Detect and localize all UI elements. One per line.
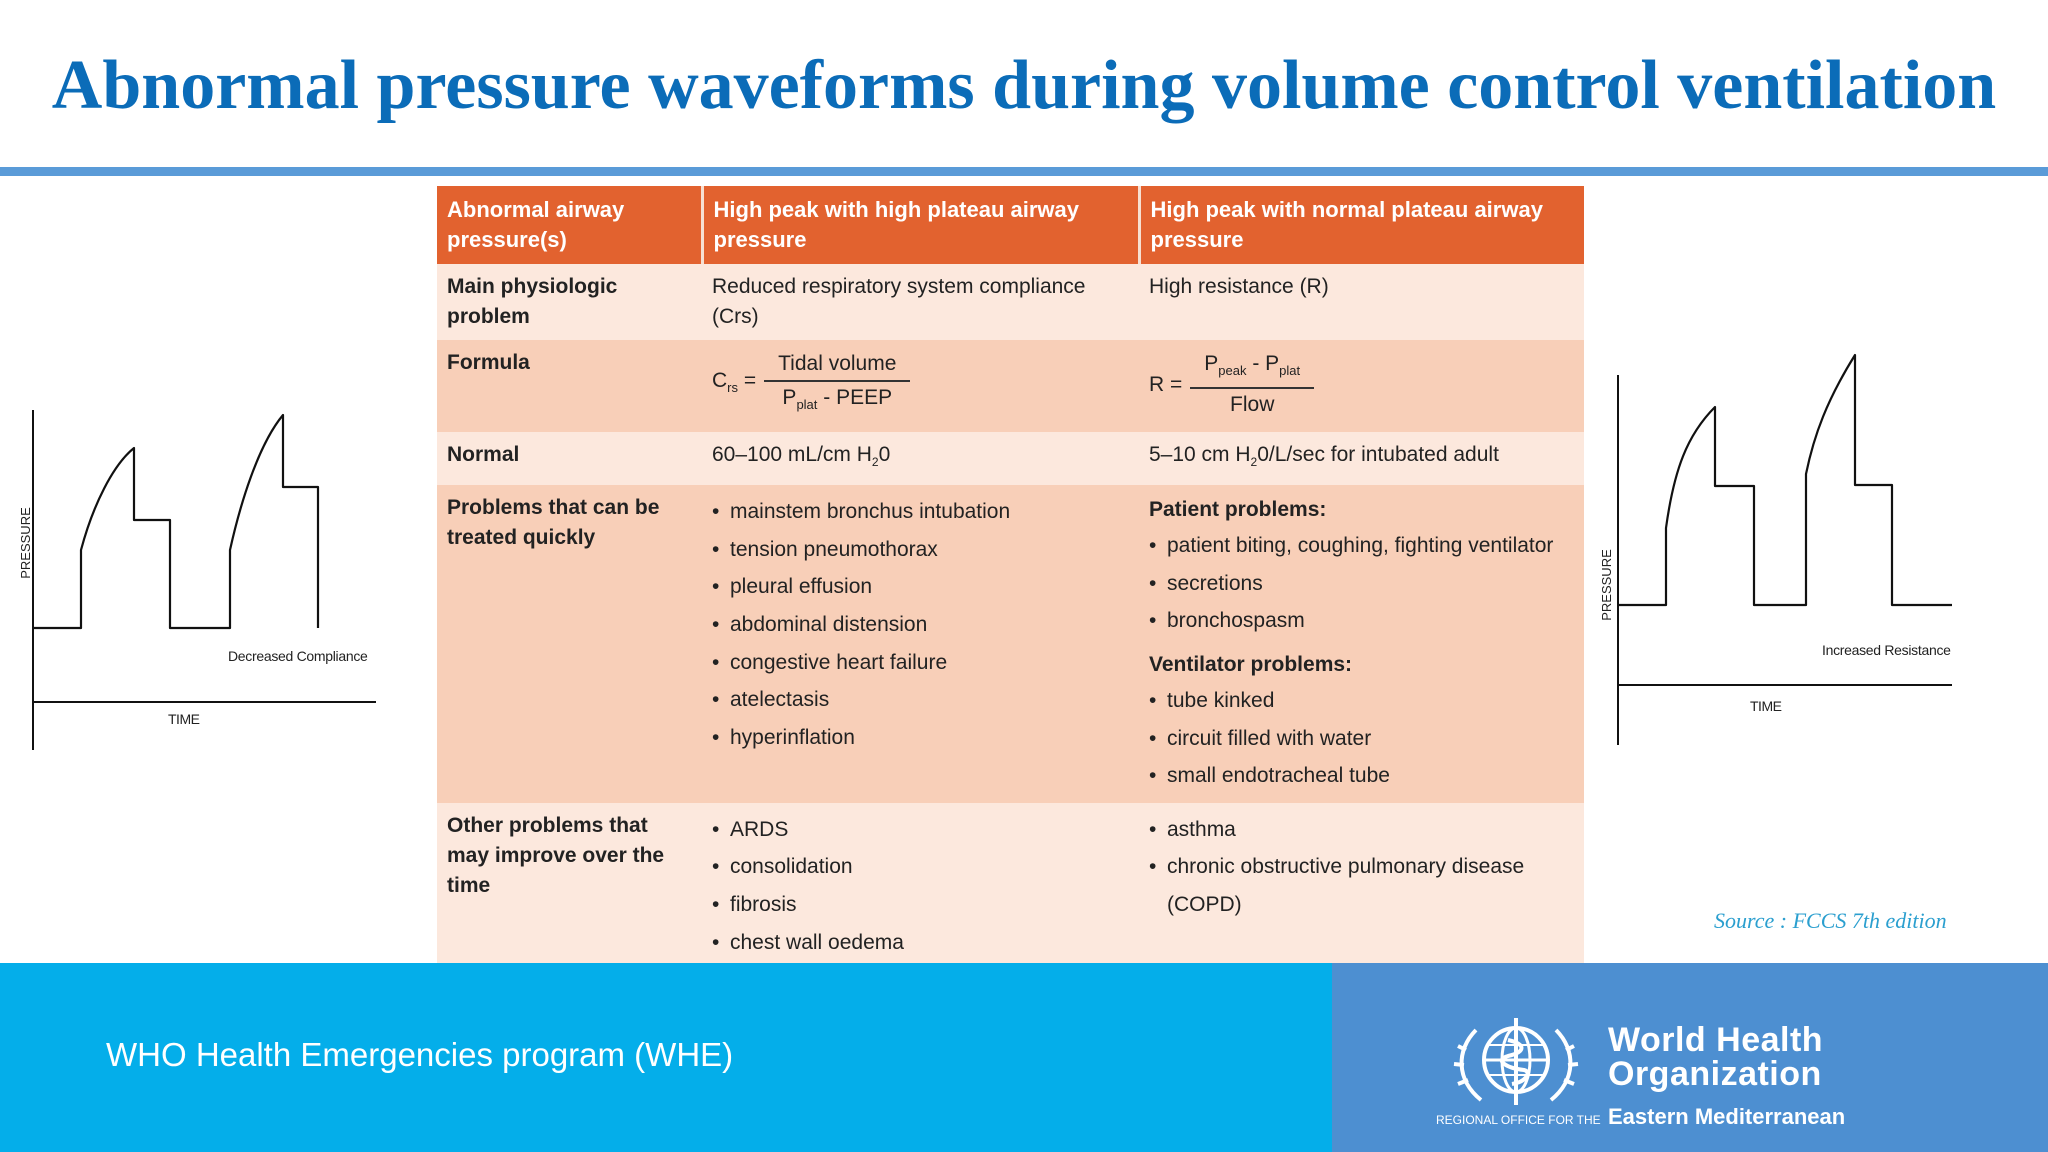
formula-symbol: C (712, 369, 728, 392)
cell-compliance-treatable (702, 485, 1139, 803)
formula-denominator-symbol: P (782, 386, 797, 409)
header-high-plateau: High peak with high plateau airway pressure (702, 186, 1139, 264)
program-name: WHO Health Emergencies program (WHE) (106, 1036, 734, 1073)
formula-numerator-symbol: P (1204, 352, 1219, 375)
list-item: • small endotracheal tube (1149, 757, 1574, 795)
header-abnormal-pressure: Abnormal airway pressure(s) (437, 186, 702, 264)
y-axis-label: PRESSURE (18, 507, 33, 579)
header-normal-plateau: High peak with normal plateau airway pressure (1139, 186, 1584, 264)
list-item: • consolidation (712, 848, 1129, 886)
treatable-compliance-list (712, 493, 1129, 756)
who-name-line-2: Organization (1608, 1055, 1822, 1093)
formula-subscript: rs (727, 380, 739, 396)
list-item: • pleural effusion (712, 568, 1129, 606)
table-row (437, 264, 1584, 340)
cell-compliance-formula (702, 340, 1139, 432)
row-label-other: Other problems that may improve over the time (437, 803, 702, 1007)
list-item: • bronchospasm (1149, 602, 1574, 640)
formula-subscript: plat (796, 397, 818, 413)
x-axis-label: TIME (1750, 698, 1782, 714)
list-item: • hyperinflation (712, 719, 1129, 757)
cell-compliance-problem: Reduced respiratory system compliance (Crs) (702, 264, 1139, 340)
normal-value-text: 5–10 cm H (1149, 443, 1251, 466)
row-label-treatable: Problems that can be treated quickly (437, 485, 702, 803)
row-label-normal: Normal (437, 432, 702, 485)
cell-resistance-treatable (1139, 485, 1584, 803)
regional-office-prefix: REGIONAL OFFICE FOR THE (1436, 1113, 1601, 1127)
list-item: • tension pneumothorax (712, 531, 1129, 569)
formula-subscript: peak (1218, 363, 1247, 379)
increased-resistance-waveform (1592, 350, 1962, 750)
title-divider (0, 167, 2048, 176)
formula-numerator (1190, 348, 1314, 387)
ventilator-problems-heading: Ventilator problems: (1149, 652, 1353, 676)
source-citation: Source : FCCS 7th edition (1714, 908, 1947, 933)
table-header-row (437, 186, 1584, 264)
decreased-compliance-graph (8, 405, 390, 757)
list-item: • congestive heart failure (712, 644, 1129, 682)
table-row (437, 432, 1584, 485)
patient-problems-list (1149, 527, 1574, 640)
cell-resistance-formula (1139, 340, 1584, 432)
formula-denominator (768, 382, 906, 421)
list-item: • secretions (1149, 565, 1574, 603)
list-item: • circuit filled with water (1149, 720, 1574, 758)
formula-denominator: Flow (1230, 393, 1275, 417)
patient-problems-heading: Patient problems: (1149, 498, 1327, 522)
graph-caption: Decreased Compliance (228, 648, 368, 664)
resistance-formula (1149, 348, 1574, 421)
pressure-comparison-table (437, 186, 1584, 1007)
who-emblem-icon (1436, 1010, 1596, 1110)
formula-equals: = (743, 369, 757, 392)
other-resistance-list (1149, 811, 1574, 924)
cell-resistance-problem: High resistance (R) (1139, 264, 1584, 340)
table-row (437, 340, 1584, 432)
compliance-formula (712, 348, 1129, 421)
list-item: • patient biting, coughing, fighting ventilator (1149, 527, 1574, 565)
formula-subscript: plat (1279, 363, 1301, 379)
list-item: • ARDS (712, 811, 1129, 849)
y-axis-label: PRESSURE (1599, 549, 1614, 621)
formula-numerator: Tidal volume (778, 352, 897, 375)
list-item: • abdominal distension (712, 606, 1129, 644)
list-item: • tube kinked (1149, 682, 1574, 720)
formula-numerator-text: - P (1246, 352, 1280, 375)
slide-title: Abnormal pressure waveforms during volume control ventilation (51, 47, 1997, 124)
list-item: • atelectasis (712, 681, 1129, 719)
graph-caption: Increased Resistance (1822, 642, 1951, 658)
row-label-formula: Formula (437, 340, 702, 432)
normal-value-text: 60–100 mL/cm H (712, 443, 872, 466)
formula-denominator-text: - PEEP (817, 386, 893, 409)
formula-symbol: R = (1149, 372, 1183, 396)
list-item: • asthma (1149, 811, 1574, 849)
cell-resistance-normal (1139, 432, 1584, 485)
ventilator-problems-list (1149, 682, 1574, 795)
normal-value-text: 0/L/sec for intubated adult (1257, 443, 1499, 466)
decreased-compliance-waveform (8, 405, 390, 757)
normal-value-text: 0 (878, 443, 891, 466)
list-item: • chronic obstructive pulmonary disease (COPD) (1149, 848, 1574, 923)
normal-value-subscript: 2 (871, 455, 879, 470)
regional-office-name: Eastern Mediterranean (1608, 1104, 1846, 1129)
table-row (437, 485, 1584, 803)
increased-resistance-graph (1592, 350, 1962, 750)
normal-value-subscript: 2 (1250, 455, 1258, 470)
cell-compliance-normal (702, 432, 1139, 485)
x-axis-label: TIME (168, 711, 200, 727)
who-name-line-1: World Health (1608, 1021, 1824, 1059)
list-item: • mainstem bronchus intubation (712, 493, 1129, 531)
row-label-main-problem: Main physiologic problem (437, 264, 702, 340)
list-item: • fibrosis (712, 886, 1129, 924)
list-item: • chest wall oedema (712, 924, 1129, 962)
